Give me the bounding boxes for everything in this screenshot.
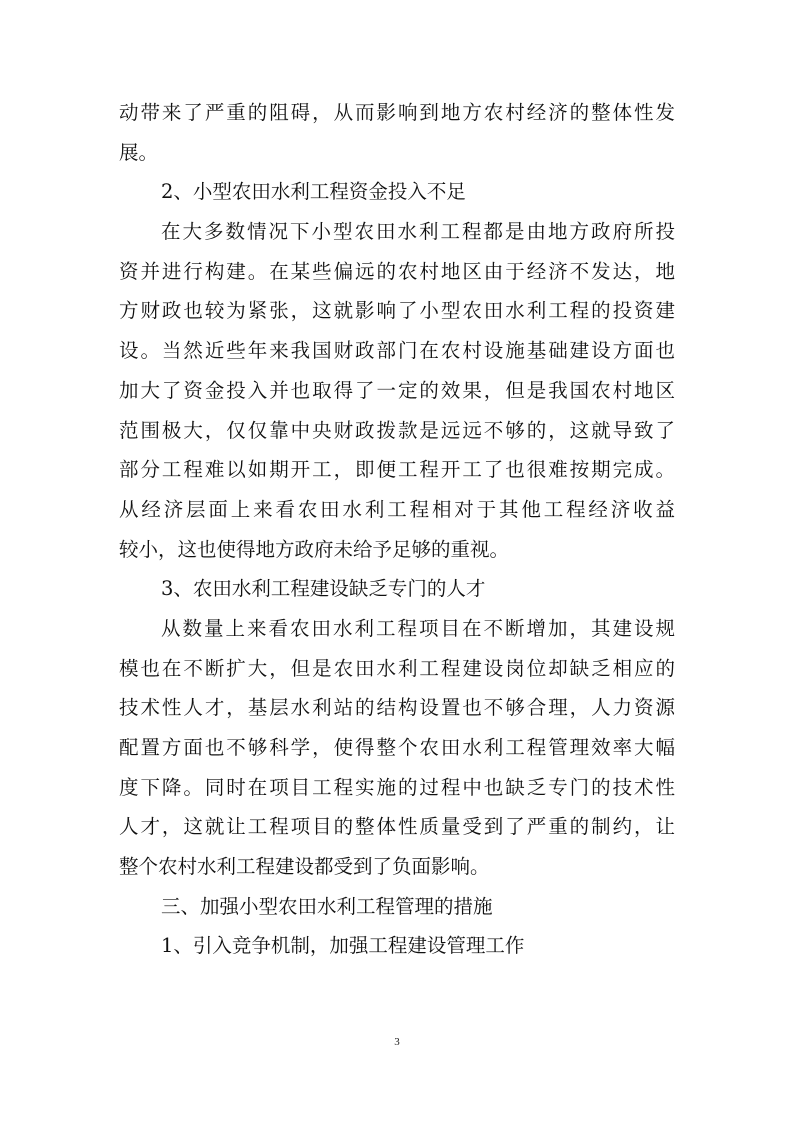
- paragraph-line: 范围极大，仅仅靠中央财政拨款是远远不够的，这就导致了: [119, 418, 675, 442]
- paragraph-line: 整个农村水利工程建设都受到了负面影响。: [119, 855, 490, 879]
- paragraph-line: 技术性人才，基层水利站的结构设置也不够合理，人力资源: [119, 696, 675, 720]
- section-heading: 2、小型农田水利工程资金投入不足: [161, 180, 466, 204]
- paragraph-line: 动带来了严重的阻碍，从而影响到地方农村经济的整体性发: [119, 101, 675, 124]
- page-number: 3: [394, 1036, 400, 1048]
- paragraph-line: 资并进行构建。在某些偏远的农村地区由于经济不发达，地: [119, 259, 675, 283]
- paragraph-line: 人才，这就让工程项目的整体性质量受到了严重的制约，让: [119, 815, 675, 839]
- paragraph-line: 度下降。同时在项目工程实施的过程中也缺乏专门的技术性: [119, 775, 675, 799]
- paragraph-line: 部分工程难以如期开工，即便工程开工了也很难按期完成。: [119, 458, 675, 482]
- paragraph-line: 在大多数情况下小型农田水利工程都是由地方政府所投: [161, 220, 675, 244]
- paragraph-line: 从数量上来看农田水利工程项目在不断增加，其建设规: [161, 616, 675, 640]
- paragraph-line: 从经济层面上来看农田水利工程相对于其他工程经济收益: [119, 497, 675, 521]
- paragraph-line: 展。: [119, 140, 159, 164]
- body-text: [119, 99, 675, 972]
- paragraph-line: 加大了资金投入并也取得了一定的效果，但是我国农村地区: [119, 378, 675, 402]
- paragraph-line: 配置方面也不够科学，使得整个农田水利工程管理效率大幅: [119, 736, 675, 759]
- paragraph-line: 模也在不断扩大，但是农田水利工程建设岗位却缺乏相应的: [119, 656, 675, 680]
- section-heading: 三、加强小型农田水利工程管理的措施: [161, 894, 493, 918]
- paragraph-line: 较小，这也使得地方政府未给予足够的重视。: [119, 537, 510, 561]
- section-heading: 3、农田水利工程建设缺乏专门的人才: [161, 577, 486, 601]
- paragraph-line: 设。当然近些年来我国财政部门在农村设施基础建设方面也: [119, 339, 675, 363]
- section-heading: 1、引入竞争机制，加强工程建设管理工作: [161, 934, 525, 958]
- paragraph-line: 方财政也较为紧张，这就影响了小型农田水利工程的投资建: [119, 299, 675, 323]
